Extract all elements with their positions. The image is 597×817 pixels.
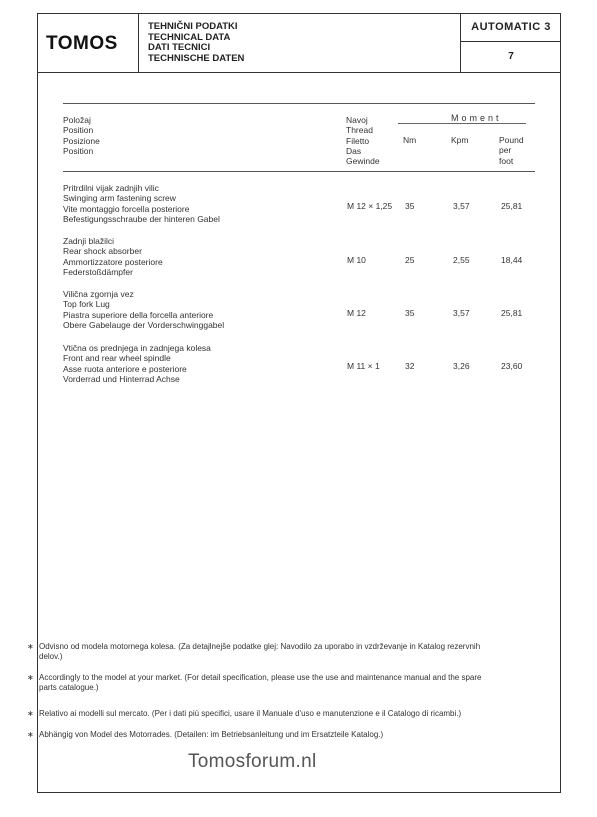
table-row-4-names: Vtična os prednjega in zadnjega kolesa Front and rear wheel spindle Asse ruota anteriore e posteriore Vorderrad und Hinterrad Achse [63, 343, 211, 384]
title-english: TECHNICAL DATA [148, 31, 231, 43]
nm-header: Nm [403, 135, 417, 145]
document-page: TOMOS TEHNIČNI PODATKI TECHNICAL DATA DATI TECNICI TECHNISCHE DATEN AUTOMATIC 3 7 Položaj Position Posizione Position Navoj Thread Filetto Das Gewinde Moment Nm Kpm Pound per foot Pritrdilni vijak zadnjih vilic Swinging arm fastening screw Vite montaggio forcella posteriore Befestigungsschraube der hinteren Gabel M 12 × 1,25 35 3,57 25,81 Zadnji blažilci Rear shock absorber Ammortizzatore posteriore Federstoßdämpfer M 10 25 2,55 18,44 Vilična zgornja vez Top fork Lug Piastra superiore della forcella anteriore Obere Gabelauge der Vorderschwinggabel M 12 35 3,57 25,81 Vtična os prednjega in zadnjega kolesa Front and rear wheel spindle Asse ruota anteriore e posteriore Vorderrad und Hinterrad Achse M 11 × 1 32 3,26 23,60 ∗ Odvisno od modela motornega kolesa. (Za detajlnejše podatke glej: Navodilo za uporabo in vzdrževanje in Katalog rezervnih delov.) ∗ Accordingly to the model at your market. (For detail specification, please use the use and maintenance manual and the spare parts catalogue.) ∗ Relativo ai modelli sul mercato. (Per i dati più specifici, usare il Manuale d'uso e manutenzione e il Catalogo di ricambi.) ∗ Abhängig von Model des Motorrades. (Detailen: im Betriebsanleitung und im Ersatzteile Katalog.) [37, 13, 561, 793]
logo-cell [38, 14, 139, 72]
pound-header: Pound per foot [499, 135, 524, 166]
table-row-3-thread: M 12 [347, 308, 366, 318]
table-row-3-pound: 25,81 [501, 308, 523, 318]
table-top-rule [63, 103, 535, 104]
model-name: AUTOMATIC 3 [471, 21, 551, 33]
table-row-4-kpm: 3,26 [453, 361, 470, 371]
watermark-text: Tomosforum.nl [188, 751, 317, 772]
table-row-4-pound: 23,60 [501, 361, 523, 371]
thread-header: Navoj Thread Filetto Das Gewinde [346, 115, 380, 167]
moment-header: Moment [451, 113, 502, 123]
table-row-1-thread: M 12 × 1,25 [347, 201, 393, 211]
position-header: Položaj Position Posizione Position [63, 115, 100, 156]
title-italian: DATI TECNICI [148, 42, 211, 53]
table-row-2-kpm: 2,55 [453, 255, 470, 265]
footnote-star: ∗ [27, 673, 34, 682]
table-row-4-nm: 32 [405, 361, 415, 371]
footnote-star: ∗ [27, 642, 34, 651]
table-row-1-nm: 35 [405, 201, 415, 211]
table-row-2-names: Zadnji blažilci Rear shock absorber Ammortizzatore posteriore Federstoßdämpfer [63, 236, 163, 277]
table-row-1-names: Pritrdilni vijak zadnjih vilic Swinging arm fastening screw Vite montaggio forcella posteriore Befestigungsschraube der hinteren Gabel [63, 183, 220, 224]
table-row-3-names: Vilična zgornja vez Top fork Lug Piastra superiore della forcella anteriore Obere Gabelauge der Vorderschwinggabel [63, 289, 225, 330]
table-row-3-nm: 35 [405, 308, 415, 318]
table-row-4-thread: M 11 × 1 [347, 361, 380, 371]
moment-rule [398, 123, 526, 124]
page-number: 7 [508, 51, 514, 62]
title-german: TECHNISCHE DATEN [148, 52, 245, 64]
header-bottom-rule [63, 171, 535, 172]
footnote-star: ∗ [27, 730, 34, 739]
table-row-2-pound: 18,44 [501, 255, 523, 265]
table-row-1-kpm: 3,57 [453, 201, 470, 211]
document-titles [148, 22, 244, 64]
table-row-3-kpm: 3,57 [453, 308, 470, 318]
document-header [38, 14, 560, 73]
table-row-2-thread: M 10 [347, 255, 366, 265]
title-slovenian: TEHNIČNI PODATKI [148, 21, 238, 32]
model-divider [461, 41, 561, 42]
footnote-star: ∗ [27, 709, 34, 718]
kpm-header: Kpm [451, 135, 469, 145]
table-row-2-nm: 25 [405, 255, 415, 265]
model-cell [460, 14, 561, 72]
tomos-logo: TOMOS [46, 33, 118, 54]
table-row-1-pound: 25,81 [501, 201, 523, 211]
